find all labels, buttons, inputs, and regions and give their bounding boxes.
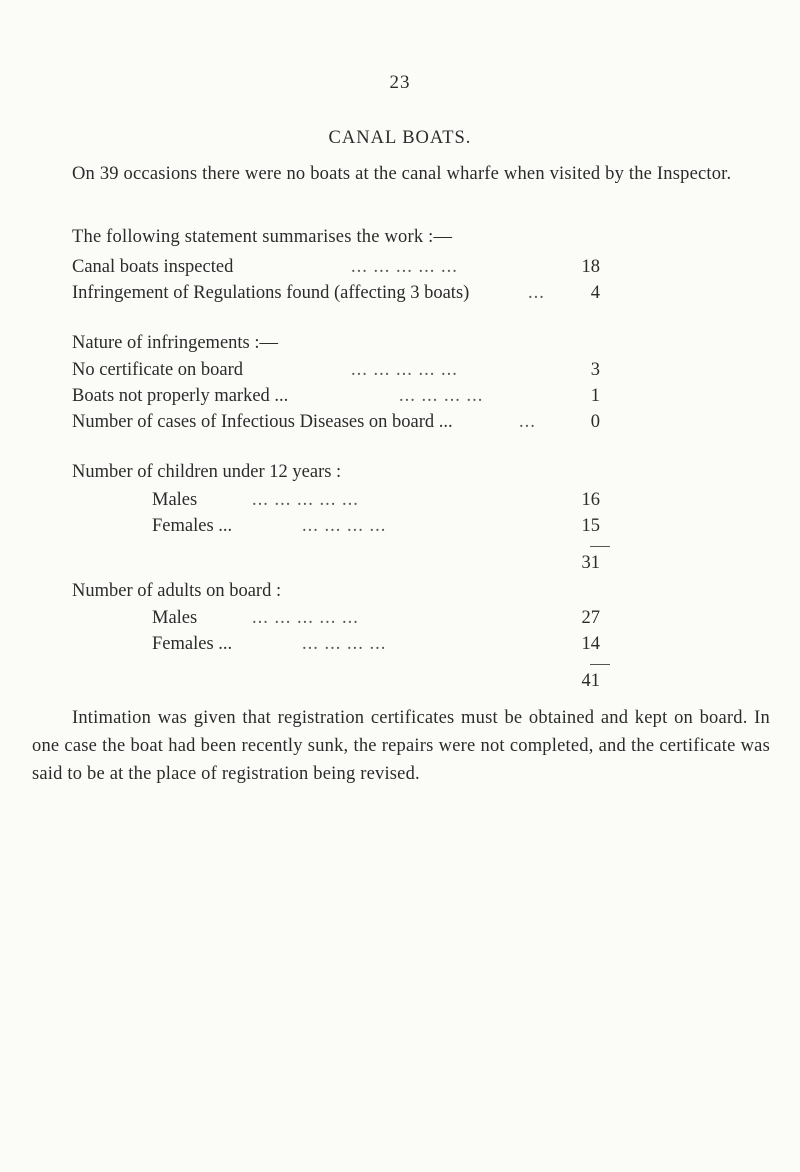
adults-label: Females ... <box>152 634 233 654</box>
intro-text: On 39 occasions there were no boats at the canal wharfe when visited by the Inspector. <box>72 164 732 184</box>
summary-leader-dots: ... ... ... ... ... <box>351 257 458 277</box>
children-heading: Number of children under 12 years : <box>72 462 342 482</box>
children-row-females <box>152 513 632 539</box>
infringement-label: Number of cases of Infectious Diseases on board ... <box>72 412 453 432</box>
summary-value: 18 <box>581 257 600 277</box>
statement-lead-text: The following statement summarises the work :— <box>72 227 453 247</box>
page-number: 23 <box>389 72 411 93</box>
statement-lead <box>32 223 770 251</box>
infringement-value: 3 <box>590 360 600 380</box>
infringement-leader-dots: ... <box>519 412 536 432</box>
children-leader-dots: ... ... ... ... <box>302 516 387 536</box>
children-row-males <box>152 487 632 513</box>
infringement-row-infectious-diseases <box>72 409 632 435</box>
infringement-label: No certificate on board <box>72 360 244 380</box>
adults-value: 27 <box>581 608 600 628</box>
infringement-label: Boats not properly marked ... <box>72 386 289 406</box>
infringement-leader-dots: ... ... ... ... ... <box>351 360 458 380</box>
adults-leader-dots: ... ... ... ... ... <box>252 608 359 628</box>
children-total: 31 <box>581 553 600 573</box>
summary-row-infringements-found <box>72 280 632 306</box>
adults-total: 41 <box>581 671 600 691</box>
summary-label: Canal boats inspected <box>72 257 234 277</box>
adults-label: Males <box>152 608 198 628</box>
children-value: 15 <box>581 516 600 536</box>
adults-leader-dots: ... ... ... ... <box>302 634 387 654</box>
infringement-value: 1 <box>590 386 600 406</box>
adults-row-females <box>152 631 632 657</box>
summary-label: Infringement of Regulations found (affecting 3 boats) <box>72 283 470 303</box>
summary-value: 4 <box>590 283 600 303</box>
infringements-heading: Nature of infringements :— <box>72 333 279 353</box>
adults-value: 14 <box>581 634 600 654</box>
infringement-leader-dots: ... ... ... ... <box>399 386 484 406</box>
infringement-row-no-certificate <box>72 357 632 383</box>
children-total-rule <box>590 546 610 547</box>
summary-leader-dots: ... <box>528 283 545 303</box>
adults-row-males <box>152 605 632 631</box>
adults-heading: Number of adults on board : <box>72 581 282 601</box>
infringement-value: 0 <box>590 412 600 432</box>
closing-text: Intimation was given that registration certificates must be obtained and kept on board. In one case the boat had been recently sunk, the repairs were not completed, and the certificate was said to be at the place of registration being revised. <box>32 708 770 784</box>
children-label: Males <box>152 490 198 510</box>
infringement-row-not-marked <box>72 383 632 409</box>
intro-paragraph <box>32 160 770 188</box>
children-label: Females ... <box>152 516 233 536</box>
page-title: CANAL BOATS. <box>328 128 472 148</box>
summary-row-boats-inspected <box>72 254 632 280</box>
closing-paragraph <box>32 704 770 788</box>
children-value: 16 <box>581 490 600 510</box>
adults-total-rule <box>590 664 610 665</box>
children-leader-dots: ... ... ... ... ... <box>252 490 359 510</box>
